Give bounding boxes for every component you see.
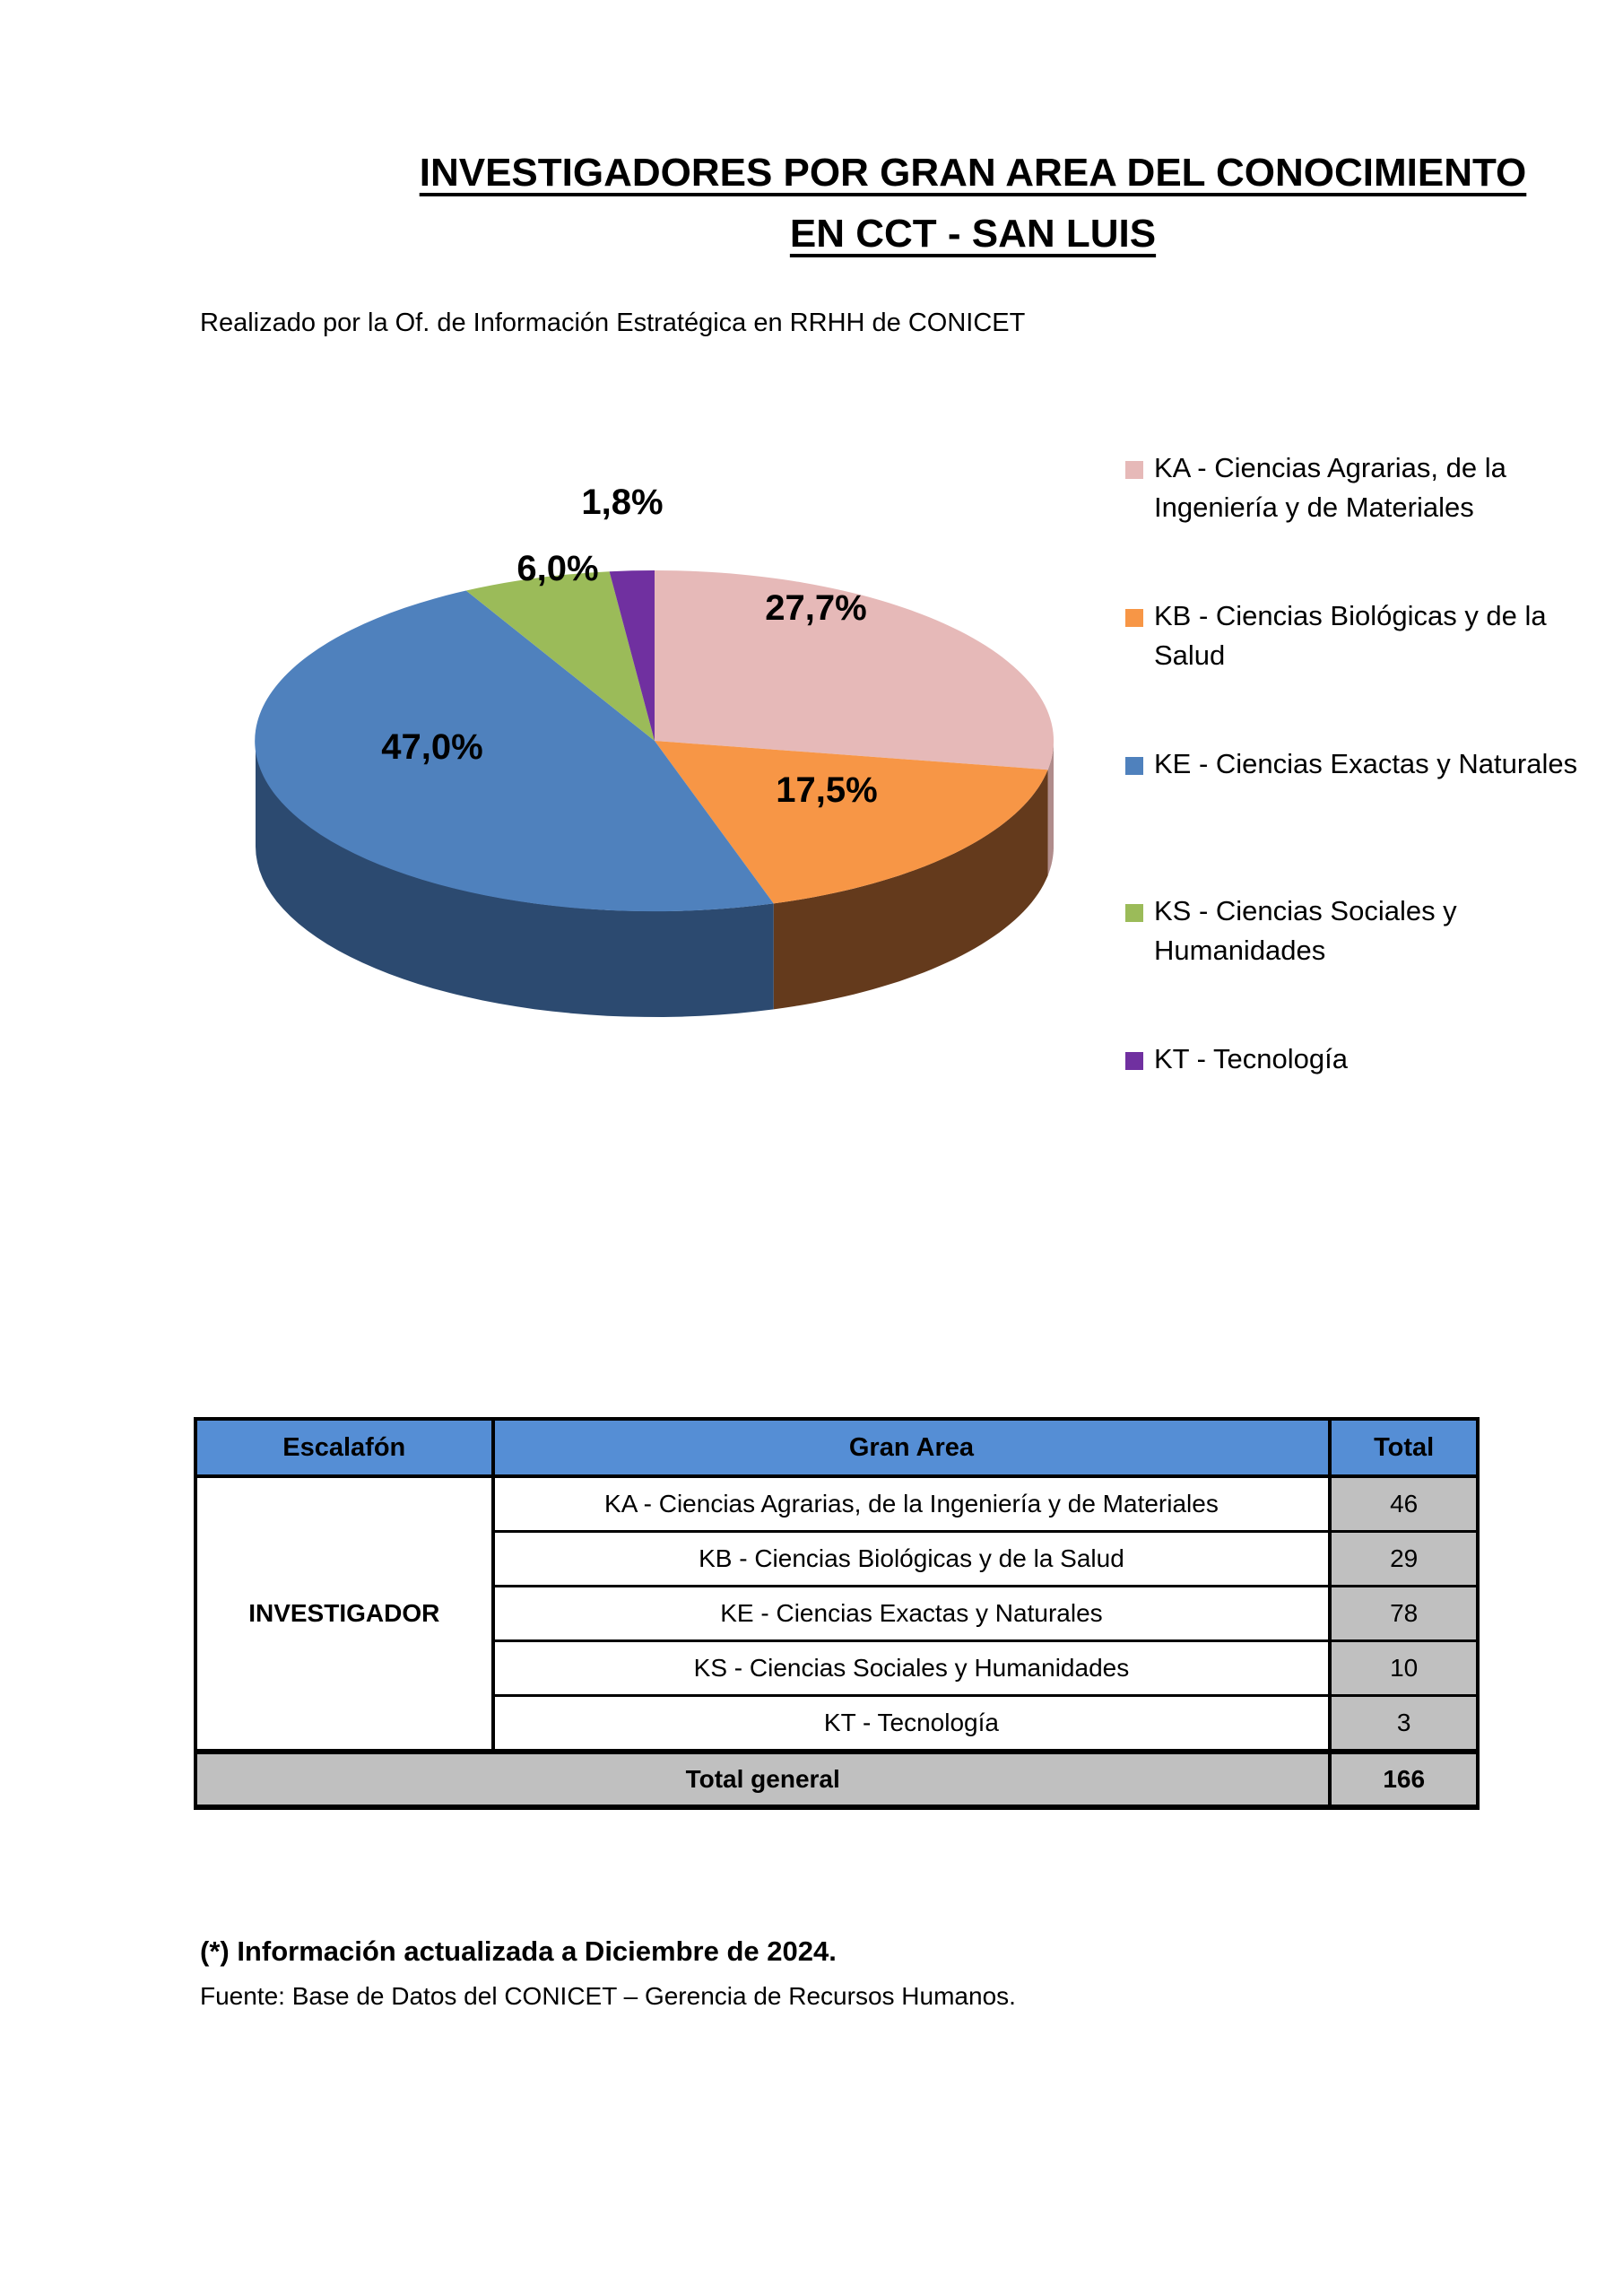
legend-item-kt xyxy=(1125,1039,1610,1079)
legend-swatch-ka xyxy=(1125,461,1143,479)
legend-swatch-kt xyxy=(1125,1052,1143,1070)
area-cell: KB - Ciencias Biológicas y de la Salud xyxy=(493,1532,1331,1587)
total-cell: 29 xyxy=(1330,1532,1478,1587)
pie-label-ka: 27,7% xyxy=(765,588,867,628)
page-title-line-1 xyxy=(161,151,1623,196)
pie-label-ks: 6,0% xyxy=(516,549,599,588)
legend-label: KE - Ciencias Exactas y Naturales xyxy=(1154,748,1578,779)
legend-swatch-ke xyxy=(1125,757,1143,775)
title-text-2: EN CCT - SAN LUIS xyxy=(789,212,1157,256)
header-total: Total xyxy=(1330,1419,1478,1476)
title-text-1: INVESTIGADORES POR GRAN AREA DEL CONOCIMIENTO xyxy=(419,151,1527,195)
legend-item-ke xyxy=(1125,744,1610,784)
update-note: (*) Información actualizada a Diciembre de 2024. xyxy=(200,1935,837,1967)
legend-label: KA - Ciencias Agrarias, de la Ingeniería y de Materiales xyxy=(1154,452,1506,523)
legend-label: KT - Tecnología xyxy=(1154,1043,1348,1074)
total-cell: 3 xyxy=(1330,1696,1478,1752)
table-total-row xyxy=(195,1752,1478,1807)
header-gran-area: Gran Area xyxy=(493,1419,1331,1476)
escalafon-cell: INVESTIGADOR xyxy=(195,1476,493,1752)
legend-item-kb xyxy=(1125,596,1610,675)
table-header-row xyxy=(195,1419,1478,1476)
pie-label-kb: 17,5% xyxy=(776,770,878,810)
pie-label-ke: 47,0% xyxy=(381,727,483,767)
legend-label: KS - Ciencias Sociales y Humanidades xyxy=(1154,895,1457,966)
legend-label: KB - Ciencias Biológicas y de la Salud xyxy=(1154,600,1547,671)
pie-label-kt: 1,8% xyxy=(581,483,664,522)
area-cell: KT - Tecnología xyxy=(493,1696,1331,1752)
total-value: 166 xyxy=(1330,1752,1478,1807)
area-cell: KE - Ciencias Exactas y Naturales xyxy=(493,1587,1331,1641)
total-cell: 10 xyxy=(1330,1641,1478,1696)
total-label: Total general xyxy=(195,1752,1330,1807)
legend-swatch-kb xyxy=(1125,609,1143,627)
legend-swatch-ks xyxy=(1125,904,1143,922)
total-cell: 78 xyxy=(1330,1587,1478,1641)
table-row xyxy=(195,1476,1478,1532)
data-table xyxy=(194,1417,1480,1810)
header-escalafon: Escalafón xyxy=(195,1419,493,1476)
source-note: Fuente: Base de Datos del CONICET – Gerencia de Recursos Humanos. xyxy=(200,1982,1016,2010)
legend-item-ks xyxy=(1125,891,1610,970)
pie-tops xyxy=(255,570,1054,911)
page-title-line-2 xyxy=(161,212,1623,257)
area-cell: KA - Ciencias Agrarias, de la Ingeniería y de Materiales xyxy=(493,1476,1331,1532)
subtitle: Realizado por la Of. de Información Estratégica en RRHH de CONICET xyxy=(200,309,1026,337)
area-cell: KS - Ciencias Sociales y Humanidades xyxy=(493,1641,1331,1696)
legend-item-ka xyxy=(1125,448,1610,527)
pie-chart xyxy=(224,484,1085,1040)
total-cell: 46 xyxy=(1330,1476,1478,1532)
